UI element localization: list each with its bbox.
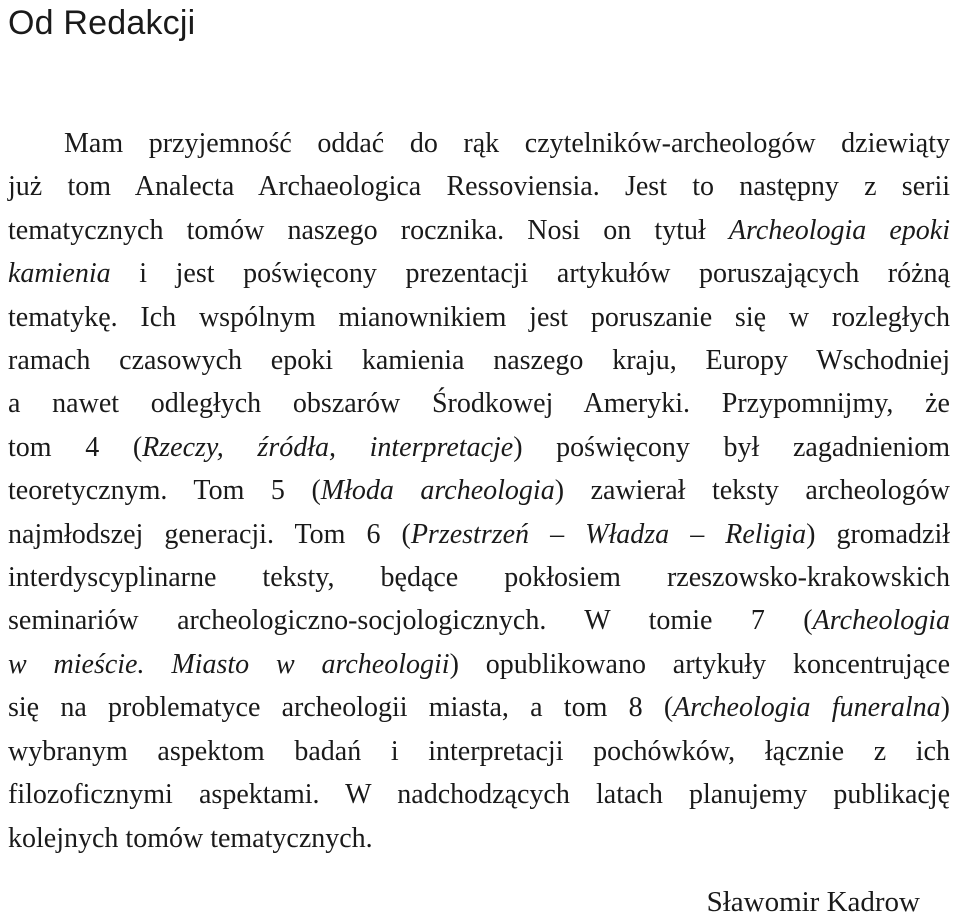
text-segment: ) poświęcony był zagadnieniom [513, 431, 951, 463]
text-line [8, 426, 950, 469]
italic-title: Archeologia epoki [728, 214, 950, 246]
text-segment: ) opublikowano artykuły koncentrujące [449, 648, 950, 680]
text-segment: teoretycznym. Tom 5 ( [8, 475, 321, 507]
text-line [8, 513, 950, 556]
text-line [8, 730, 950, 773]
text-line [8, 556, 950, 599]
text-segment: filozoficznymi aspektami. W nadchodzących latach planujemy publikację [8, 779, 950, 811]
italic-title: Rzeczy, źródła, interpretacje [142, 431, 514, 463]
editorial-text [8, 122, 950, 860]
text-segment: ) zawierał teksty archeologów [554, 475, 951, 507]
text-line [8, 643, 950, 686]
text-segment: Mam przyjemność oddać do rąk czytelników-archeologów dziewiąty [64, 128, 950, 159]
text-line [8, 122, 950, 165]
italic-title: Przestrzeń – Władza – Religia [410, 518, 807, 550]
text-segment: seminariów archeologiczno-socjologicznych. W tomie 7 ( [8, 605, 813, 637]
text-line [8, 209, 950, 252]
text-segment: ramach czasowych epoki kamienia naszego kraju, Europy Wschodniej [8, 345, 950, 377]
text-line [8, 686, 950, 729]
page-title: Od Redakcji [8, 4, 196, 42]
text-line [8, 817, 950, 860]
text-segment: już tom Analecta Archaeologica Ressoviensia. Jest to następny z serii [8, 171, 950, 203]
text-segment: ) gromadził [806, 518, 950, 550]
author-signature: Sławomir Kadrow [706, 886, 920, 918]
text-segment: wybranym aspektom badań i interpretacji pochówków, łącznie z ich [8, 735, 950, 767]
text-segment: interdyscyplinarne teksty, będące pokłosiem rzeszowsko-krakowskich [8, 562, 950, 594]
italic-title: kamienia [8, 258, 111, 290]
text-segment: a nawet odległych obszarów Środkowej Ameryki. Przypomnijmy, że [8, 388, 950, 420]
text-line [8, 382, 950, 425]
text-segment: kolejnych tomów tematycznych. [8, 822, 373, 854]
text-line [8, 469, 950, 512]
text-line [8, 773, 950, 816]
text-line [8, 296, 950, 339]
italic-title: Archeologia funeralna [673, 692, 941, 724]
text-segment: i jest poświęcony prezentacji artykułów poruszających różną [110, 258, 950, 290]
text-segment: tematycznych tomów naszego rocznika. Nosi on tytuł [8, 214, 729, 246]
text-line [8, 339, 950, 382]
text-segment: ) [940, 692, 950, 724]
italic-title: Młoda archeologia [320, 475, 555, 507]
text-segment: się na problematyce archeologii miasta, a tom 8 ( [8, 692, 674, 724]
text-segment: tematykę. Ich wspólnym mianownikiem jest poruszanie się w rozległych [8, 301, 950, 333]
text-segment: tom 4 ( [8, 431, 143, 463]
text-line [8, 165, 950, 208]
text-line [8, 599, 950, 642]
text-line [8, 252, 950, 295]
italic-title: w mieście. Miasto w archeologii [8, 648, 450, 680]
italic-title: Archeologia [812, 605, 950, 637]
text-segment: najmłodszej generacji. Tom 6 ( [8, 518, 411, 550]
